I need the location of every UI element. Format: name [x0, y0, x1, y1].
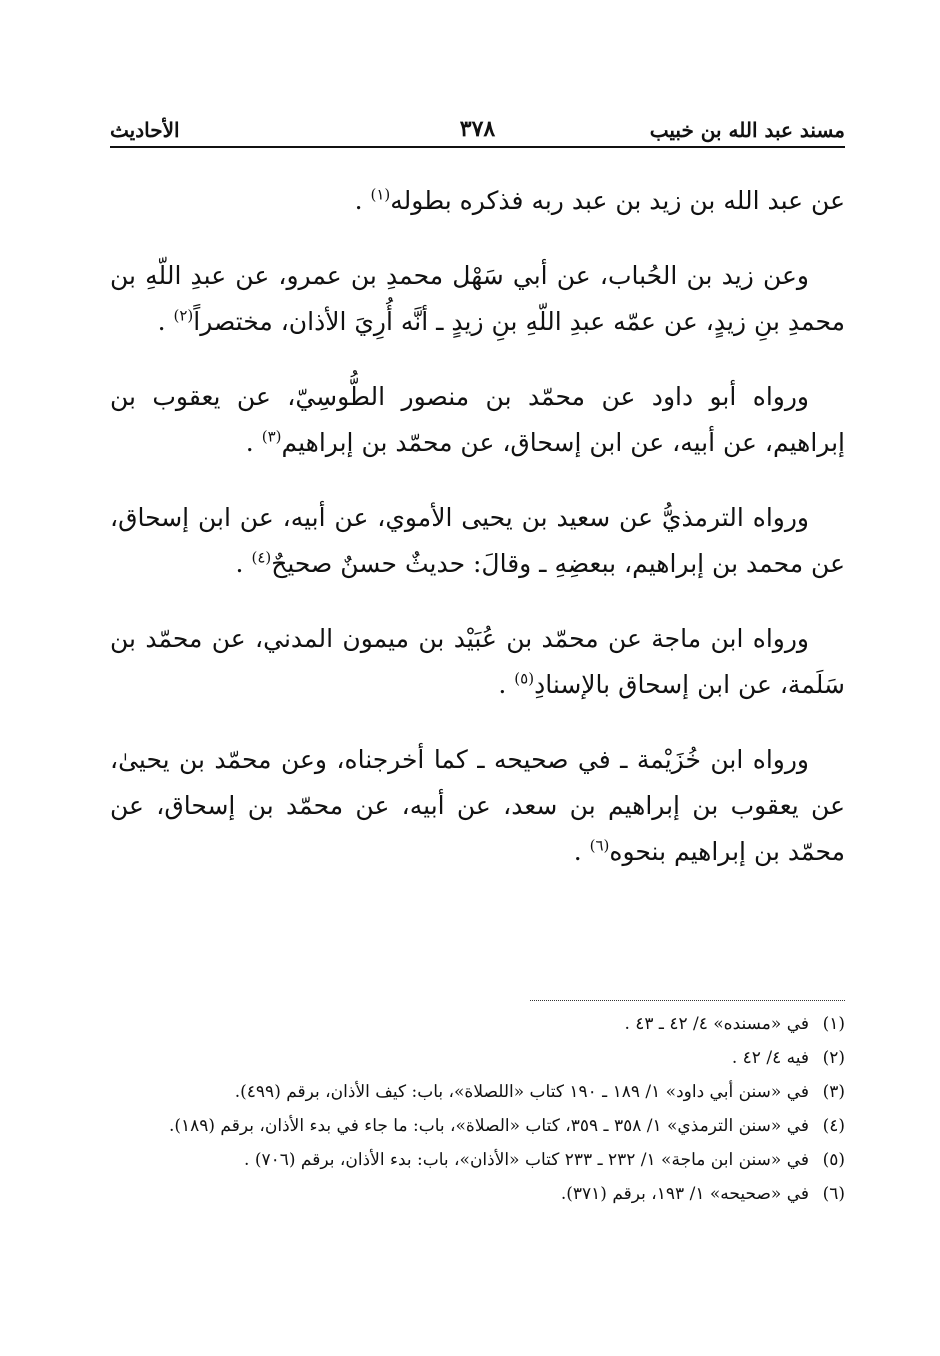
paragraph	[110, 616, 845, 708]
footnote-marker: (٣)	[261, 427, 282, 446]
paragraph-end: .	[157, 307, 174, 336]
main-text	[110, 178, 845, 904]
page-number: ٣٧٨	[459, 116, 496, 142]
footnote-text: في «سنن ابن ماجة» ١/ ٢٣٢ ـ ٢٣٣ كتاب «الأذان»، باب: بدء الأذان، برقم (٧٠٦) .	[244, 1150, 809, 1170]
footnote-number: (٢)	[822, 1048, 845, 1068]
footnote-marker: (١)	[370, 185, 391, 204]
paragraph-text: ورواه الترمذيُّ عن سعيد بن يحيى الأموي، عن أبيه، عن ابن إسحاق، عن محمد بن إبراهيم، ببعضِهِ ـ وقالَ: حديثٌ حسنٌ صحيحٌ	[110, 503, 845, 578]
footnote	[110, 1044, 845, 1072]
paragraph-end: .	[245, 428, 262, 457]
footnote	[110, 1010, 845, 1038]
paragraph-end: .	[573, 837, 590, 866]
header-divider	[110, 146, 845, 148]
footnote-text: في «صحيحه» ١/ ١٩٣، برقم (٣٧١).	[560, 1184, 809, 1204]
running-header	[110, 112, 845, 148]
footnote-text: في «مسنده» ٤/ ٤٢ ـ ٤٣ .	[624, 1014, 809, 1034]
footnote-divider	[530, 1000, 845, 1001]
paragraph	[110, 178, 845, 224]
paragraph	[110, 495, 845, 587]
paragraph	[110, 374, 845, 466]
paragraph-text: ورواه ابن خُزَيْمة ـ في صحيحه ـ كما أخرجناه، وعن محمّد بن يحيىٰ، عن يعقوب بن إبراهيم بن سعد، عن أبيه، عن محمّد بن إسحاق، عن محمّد بن إبراهيم بنحوه	[110, 745, 845, 866]
paragraph-text: وعن زيد بن الحُباب، عن أبي سَهْل محمدِ بن عمرو، عن عبدِ اللّهِ بن محمدِ بنِ زيدٍ، عن عمّه عبدِ اللّهِ بنِ زيدٍ ـ أنَّه أُرِيَ الأذان، مختصراً	[110, 261, 845, 336]
footnote-text: في «سنن أبي داود» ١/ ١٨٩ ـ ١٩٠ كتاب «اللصلاة»، باب: كيف الأذان، برقم (٤٩٩).	[234, 1082, 809, 1102]
paragraph-text: ورواه ابن ماجة عن محمّد بن عُبَيْد بن ميمون المدني، عن محمّد بن سَلَمة، عن ابن إسحاق بالإسنادِ	[110, 624, 845, 699]
footnote	[110, 1112, 845, 1140]
footnote-text: فيه ٤/ ٤٢ .	[731, 1048, 809, 1068]
footnote-marker: (٢)	[173, 306, 194, 325]
paragraph	[110, 737, 845, 875]
paragraph-end: .	[354, 186, 371, 215]
footnote	[110, 1078, 845, 1106]
footnote-number: (٣)	[822, 1082, 845, 1102]
footnote	[110, 1180, 845, 1208]
footnotes	[110, 1010, 845, 1214]
section-title: الأحاديث	[110, 118, 180, 142]
footnote-number: (٤)	[822, 1116, 845, 1136]
footnote-marker: (٤)	[251, 548, 272, 567]
footnote-number: (١)	[822, 1014, 845, 1034]
footnote	[110, 1146, 845, 1174]
paragraph	[110, 253, 845, 345]
footnote-marker: (٦)	[589, 836, 610, 855]
footnote-number: (٦)	[822, 1184, 845, 1204]
paragraph-text: ورواه أبو داود عن محمّد بن منصور الطُّوسِيّ، عن يعقوب بن إبراهيم، عن أبيه، عن ابن إسحاق، عن محمّد بن إبراهيم	[110, 382, 845, 457]
paragraph-end: .	[498, 670, 515, 699]
book-title: مسند عبد الله بن خبيب	[649, 118, 845, 142]
paragraph-text: عن عبد الله بن زيد بن عبد ربه فذكره بطوله	[390, 186, 845, 215]
footnote-text: في «سنن الترمذي» ١/ ٣٥٨ ـ ٣٥٩، كتاب «الصلاة»، باب: ما جاء في بدء الأذان، برقم (١٨٩).	[168, 1116, 809, 1136]
footnote-number: (٥)	[822, 1150, 845, 1170]
footnote-marker: (٥)	[514, 669, 535, 688]
paragraph-end: .	[235, 549, 252, 578]
